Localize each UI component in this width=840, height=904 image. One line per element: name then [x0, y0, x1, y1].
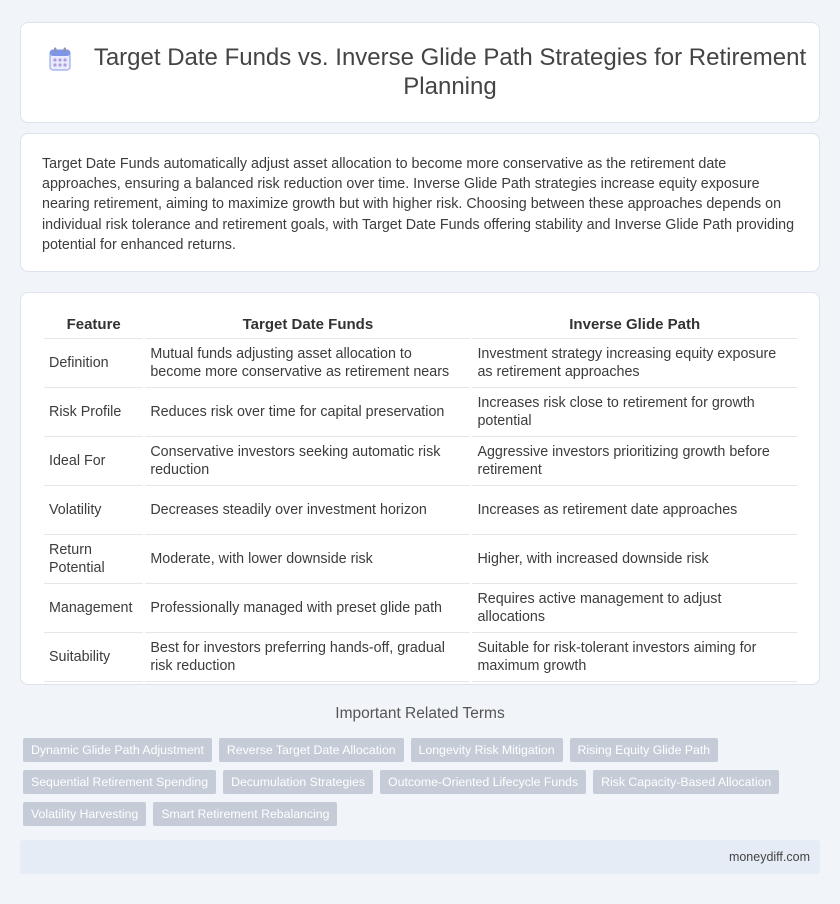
- inverse-glide-cell: Increases as retirement date approaches: [472, 486, 797, 535]
- inverse-glide-cell: Aggressive investors prioritizing growth before retirement: [472, 437, 797, 486]
- table-row: [44, 486, 797, 535]
- inverse-glide-cell: Higher, with increased downside risk: [472, 535, 797, 584]
- intro-card: [20, 133, 820, 272]
- target-date-cell: Conservative investors seeking automatic risk reduction: [145, 437, 470, 486]
- page-title: Target Date Funds vs. Inverse Glide Path Strategies for Retirement Planning: [93, 44, 807, 100]
- header-target-date-funds: Target Date Funds: [145, 315, 470, 339]
- related-terms-list: [23, 738, 803, 826]
- target-date-cell: Decreases steadily over investment horizon: [145, 486, 470, 535]
- target-date-cell: Professionally managed with preset glide path: [145, 584, 470, 633]
- table-row: [44, 633, 797, 682]
- target-date-cell: Mutual funds adjusting asset allocation to become more conservative as retirement nears: [145, 339, 470, 388]
- related-term-tag[interactable]: Longevity Risk Mitigation: [411, 738, 563, 762]
- table-row: [44, 535, 797, 584]
- feature-cell: Volatility: [44, 486, 143, 535]
- related-term-tag[interactable]: Sequential Retirement Spending: [23, 770, 216, 794]
- related-term-tag[interactable]: Risk Capacity-Based Allocation: [593, 770, 779, 794]
- feature-cell: Return Potential: [44, 535, 143, 584]
- table-row: [44, 437, 797, 486]
- table-row: [44, 339, 797, 388]
- related-term-tag[interactable]: Decumulation Strategies: [223, 770, 373, 794]
- inverse-glide-cell: Suitable for risk-tolerant investors aiming for maximum growth: [472, 633, 797, 682]
- related-term-tag[interactable]: Dynamic Glide Path Adjustment: [23, 738, 212, 762]
- related-term-tag[interactable]: Rising Equity Glide Path: [570, 738, 719, 762]
- related-term-tag[interactable]: Reverse Target Date Allocation: [219, 738, 404, 762]
- feature-cell: Risk Profile: [44, 388, 143, 437]
- related-terms-heading: Important Related Terms: [335, 705, 505, 722]
- target-date-cell: Reduces risk over time for capital preservation: [145, 388, 470, 437]
- related-term-tag[interactable]: Outcome-Oriented Lifecycle Funds: [380, 770, 586, 794]
- intro-paragraph: Target Date Funds automatically adjust asset allocation to become more conservative as the retirement date approaches, ensuring a balanced risk reduction over time. Inverse Glide Path strategies increase equity exposure nearing retirement, aiming to maximize growth but with higher risk. Choosing between these approaches depends on individual risk tolerance and retirement goals, with Target Date Funds offering stability and Inverse Glide Path providing potential for enhanced returns.: [42, 156, 795, 253]
- inverse-glide-cell: Investment strategy increasing equity exposure as retirement approaches: [472, 339, 797, 388]
- footer-site-link[interactable]: moneydiff.com: [728, 850, 810, 864]
- inverse-glide-cell: Increases risk close to retirement for growth potential: [472, 388, 797, 437]
- footer: [20, 840, 820, 874]
- related-term-tag[interactable]: Volatility Harvesting: [23, 802, 146, 826]
- target-date-cell: Best for investors preferring hands-off, gradual risk reduction: [145, 633, 470, 682]
- feature-cell: Ideal For: [44, 437, 143, 486]
- header-inverse-glide-path: Inverse Glide Path: [472, 315, 797, 339]
- feature-cell: Definition: [44, 339, 143, 388]
- comparison-table: [42, 315, 799, 682]
- related-term-tag[interactable]: Smart Retirement Rebalancing: [153, 802, 337, 826]
- table-row: [44, 388, 797, 437]
- table-row: [44, 584, 797, 633]
- comparison-card: [20, 292, 820, 685]
- table-header-row: [44, 315, 797, 339]
- inverse-glide-cell: Requires active management to adjust allocations: [472, 584, 797, 633]
- title-card: [20, 22, 820, 123]
- header-feature: Feature: [44, 315, 143, 339]
- target-date-cell: Moderate, with lower downside risk: [145, 535, 470, 584]
- feature-cell: Management: [44, 584, 143, 633]
- feature-cell: Suitability: [44, 633, 143, 682]
